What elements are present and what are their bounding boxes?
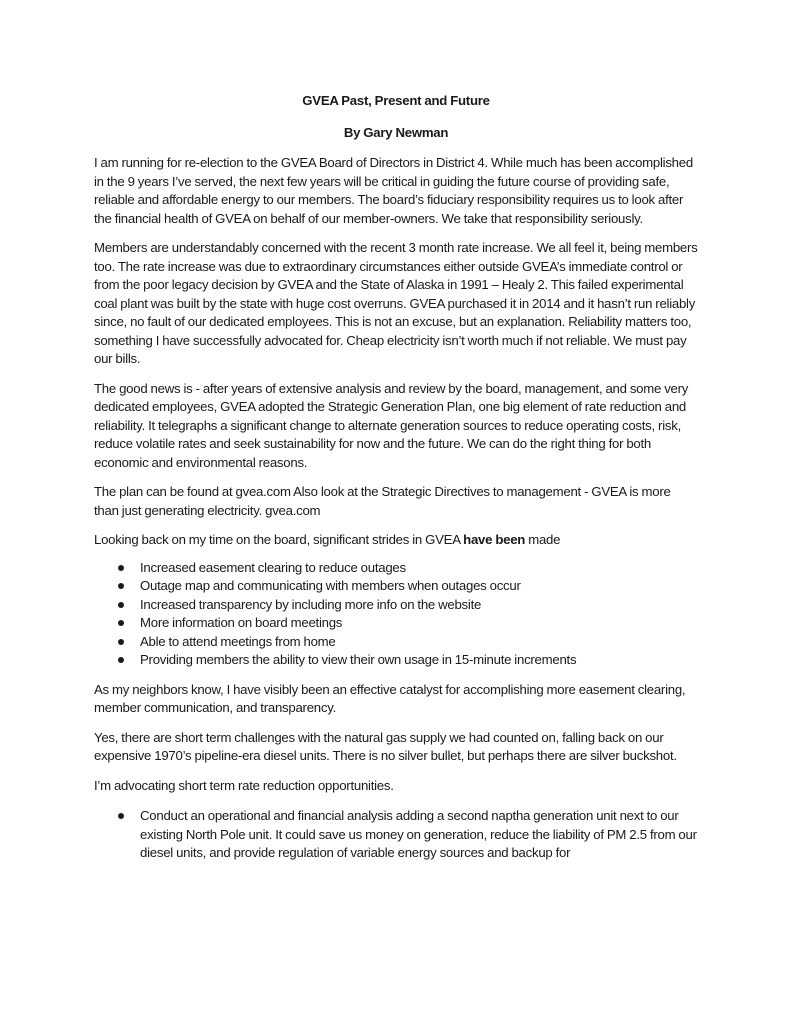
- bullet-icon: [118, 620, 124, 626]
- paragraph-good-news: The good news is - after years of extensive analysis and review by the board, management, and some very dedicated employees, GVEA adopted the Strategic Generation Plan, one big element of rate reduction and reliability. It telegraphs a significant change to alternate generation sources to reduce operating costs, risk, reduce volatile rates and seek sustainability for now and the future. We can do the right thing for both economic and environmental reasons.: [94, 380, 689, 470]
- opportunities-list: [94, 807, 698, 863]
- document-title: GVEA Past, Present and Future: [302, 93, 490, 108]
- document-body: [94, 92, 698, 863]
- list-item: [94, 633, 698, 652]
- list-item-text: More information on board meetings: [140, 615, 343, 630]
- list-item-text: Increased transparency by including more info on the website: [140, 596, 482, 612]
- list-item-text: Able to attend meetings from home: [140, 633, 336, 649]
- bullet-icon: [118, 602, 124, 608]
- paragraph-rate-increase: Members are understandably concerned with the recent 3 month rate increase. We all feel it, being members too. The rate increase was due to extraordinary circumstances either outside GVEA’s immediate control or from the poor legacy decision by GVEA and the State of Alaska in 1991 – Healy 2. This failed experimental coal plant was built by the state with huge cost overruns. GVEA purchased it in 2014 and it hasn’t run reliably since, no fault of our dedicated employees. This is not an excuse, but an explanation. Reliability matters too, something I have successfully advocated for. Cheap electricity isn’t worth much if not reliable. We must pay our bills.: [94, 240, 698, 366]
- list-item-text: Providing members the ability to view their own usage in 15-minute increments: [140, 652, 577, 667]
- list-item: [94, 807, 698, 863]
- looking-back-bold: have been: [463, 532, 526, 547]
- accomplishments-list: [94, 559, 698, 670]
- paragraph-plan-link: The plan can be found at gvea.com Also look at the Strategic Directives to management - GVEA is more than just generating electricity. gvea.com: [94, 484, 671, 518]
- paragraph-intro: I am running for re-election to the GVEA Board of Directors in District 4. While much has been accomplished in the 9 years I’ve served, the next few years will be critical in guiding the future course of providing safe, reliable and affordable energy to our members. The board’s fiduciary responsibility requires us to look after the financial health of GVEA on behalf of our member-owners. We take that responsibility seriously.: [94, 155, 693, 226]
- looking-back-end: made: [525, 532, 561, 547]
- list-item: [94, 614, 698, 633]
- document-byline: By Gary Newman: [343, 124, 449, 140]
- bullet-icon: [118, 657, 124, 663]
- paragraph-looking-back: [94, 531, 698, 550]
- bullet-icon: [118, 639, 124, 645]
- paragraph-advocating: I’m advocating short term rate reduction opportunities.: [94, 777, 394, 793]
- looking-back-text: Looking back on my time on the board, significant strides in GVEA: [94, 532, 464, 547]
- bullet-icon: [118, 813, 124, 819]
- list-item: [94, 596, 698, 615]
- paragraph-challenges: Yes, there are short term challenges with the natural gas supply we had counted on, falling back on our expensive 1970’s pipeline-era diesel units. There is no silver bullet, but perhaps there are silver buckshot.: [94, 729, 677, 763]
- list-item: [94, 577, 698, 596]
- bullet-icon: [118, 583, 124, 589]
- list-item: [94, 559, 698, 578]
- list-item-text: Outage map and communicating with members when outages occur: [140, 578, 521, 593]
- bullet-icon: [118, 565, 124, 571]
- list-item-text: Increased easement clearing to reduce outages: [140, 559, 406, 575]
- list-item: [94, 651, 698, 670]
- paragraph-catalyst: As my neighbors know, I have visibly been an effective catalyst for accomplishing more easement clearing, member communication, and transparency.: [94, 681, 686, 715]
- list-item-text: Conduct an operational and financial analysis adding a second naptha generation unit next to our existing North Pole unit. It could save us money on generation, reduce the liability of PM 2.5 from our diesel units, and provide regulation of variable energy sources and backup for: [140, 808, 697, 860]
